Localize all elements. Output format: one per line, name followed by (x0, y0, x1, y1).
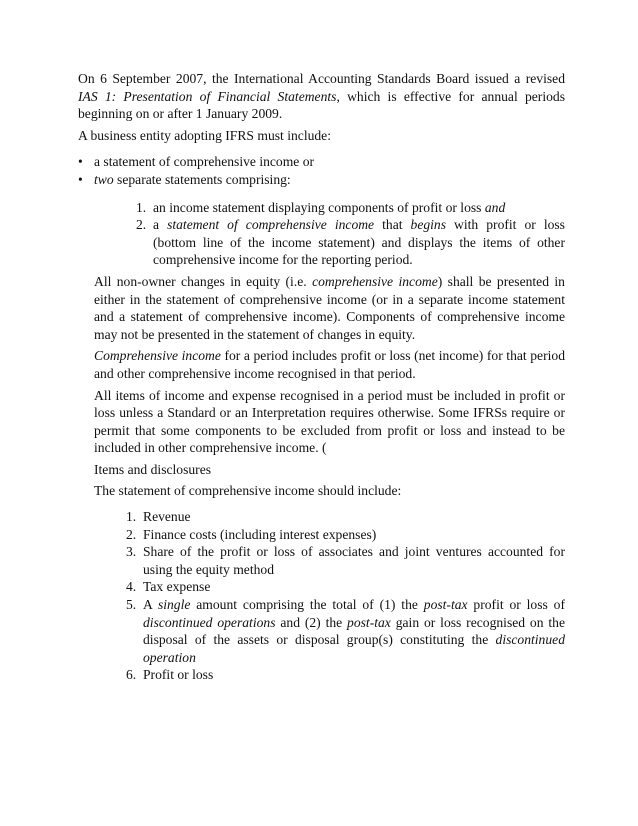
list-item (126, 596, 565, 666)
text: begins (410, 217, 447, 233)
list-item (126, 543, 565, 578)
text: that (374, 217, 411, 233)
list-item (78, 153, 565, 171)
intro-paragraph (78, 70, 565, 123)
paragraph: All items of income and expense recognised in a period must be included in profit or loss unless a Standard or an Interpretation requires otherwise. Some IFRSs require or permit that some components to be excluded from profit or loss and instead to be included in other comprehensive income. ( (94, 387, 565, 456)
standard-title: IAS 1: Presentation of Financial Statements (78, 88, 337, 104)
text: a (153, 217, 168, 233)
text: , which is effective for annual periods beginning on or after 1 January 2009. (78, 88, 565, 122)
text: and (2) the (275, 614, 348, 630)
text: with profit or loss (bottom line of the income statement) and displays the items of other comprehensive income for the reporting period. (153, 217, 565, 268)
text: a statement of comprehensive income or (94, 154, 315, 170)
paragraph (94, 273, 565, 343)
paragraph (94, 347, 565, 382)
list-item (126, 666, 565, 684)
text: Finance costs (including interest expenses) (143, 526, 377, 542)
text: profit or loss of (467, 597, 565, 613)
list-number: 6. (126, 667, 137, 683)
list-number: 2. (136, 217, 147, 233)
text: single (157, 597, 191, 613)
text: discontinued operation (143, 632, 565, 665)
text: post-tax (347, 614, 391, 630)
bullet-list (78, 153, 565, 188)
text: A (143, 597, 158, 613)
bullet-icon: • (78, 154, 83, 170)
paragraph: The statement of comprehensive income should include: (94, 483, 402, 499)
text: Comprehensive income (94, 348, 221, 364)
list-number: 2. (126, 526, 137, 542)
text: Tax expense (143, 579, 211, 595)
text: discontinued operations (143, 614, 276, 630)
list-item (126, 578, 565, 596)
requirement-intro: A business entity adopting IFRS must include: (78, 127, 331, 143)
text: separate statements comprising: (113, 171, 291, 187)
text: and (484, 199, 506, 215)
text: Revenue (143, 509, 191, 525)
list-item (78, 171, 565, 189)
text: gain or loss recognised on the disposal of the assets or disposal group(s) constituting the (143, 614, 565, 648)
numbered-items-list (94, 508, 565, 684)
list-number: 1. (126, 509, 137, 525)
section-heading: Items and disclosures (94, 461, 212, 477)
text: On 6 September 2007, the International Accounting Standards Board issued a revised (78, 71, 565, 86)
text: ) shall be presented in either in the statement of comprehensive income (or in a separate income statement and a statement of comprehensive income). Components of comprehensive income may not be presented in the statement of changes in equity. (94, 273, 565, 342)
list-number: 1. (136, 199, 147, 215)
list-item (126, 526, 565, 544)
list-item (136, 199, 565, 217)
document-page (78, 70, 565, 684)
list-number: 3. (126, 544, 137, 560)
bullet-icon: • (78, 171, 83, 187)
text: All non-owner changes in equity (i.e. (94, 273, 313, 289)
text: amount comprising the total of (1) the (190, 597, 424, 613)
list-number: 4. (126, 579, 137, 595)
text: Share of the profit or loss of associates and joint ventures accounted for using the equity method (143, 544, 565, 577)
body-section (78, 273, 565, 684)
list-item (136, 216, 565, 269)
text: an income statement displaying components of profit or loss (153, 199, 485, 215)
text: for a period includes profit or loss (net income) for that period and other comprehensive income recognised in that period. (94, 348, 565, 381)
text: statement of comprehensive income (167, 217, 375, 233)
numbered-sub-list (78, 199, 565, 269)
list-item (126, 508, 565, 526)
list-number: 5. (126, 597, 137, 613)
text: two (94, 171, 114, 187)
text: comprehensive income (312, 273, 438, 289)
text: post-tax (423, 597, 468, 613)
text: Profit or loss (143, 667, 214, 683)
